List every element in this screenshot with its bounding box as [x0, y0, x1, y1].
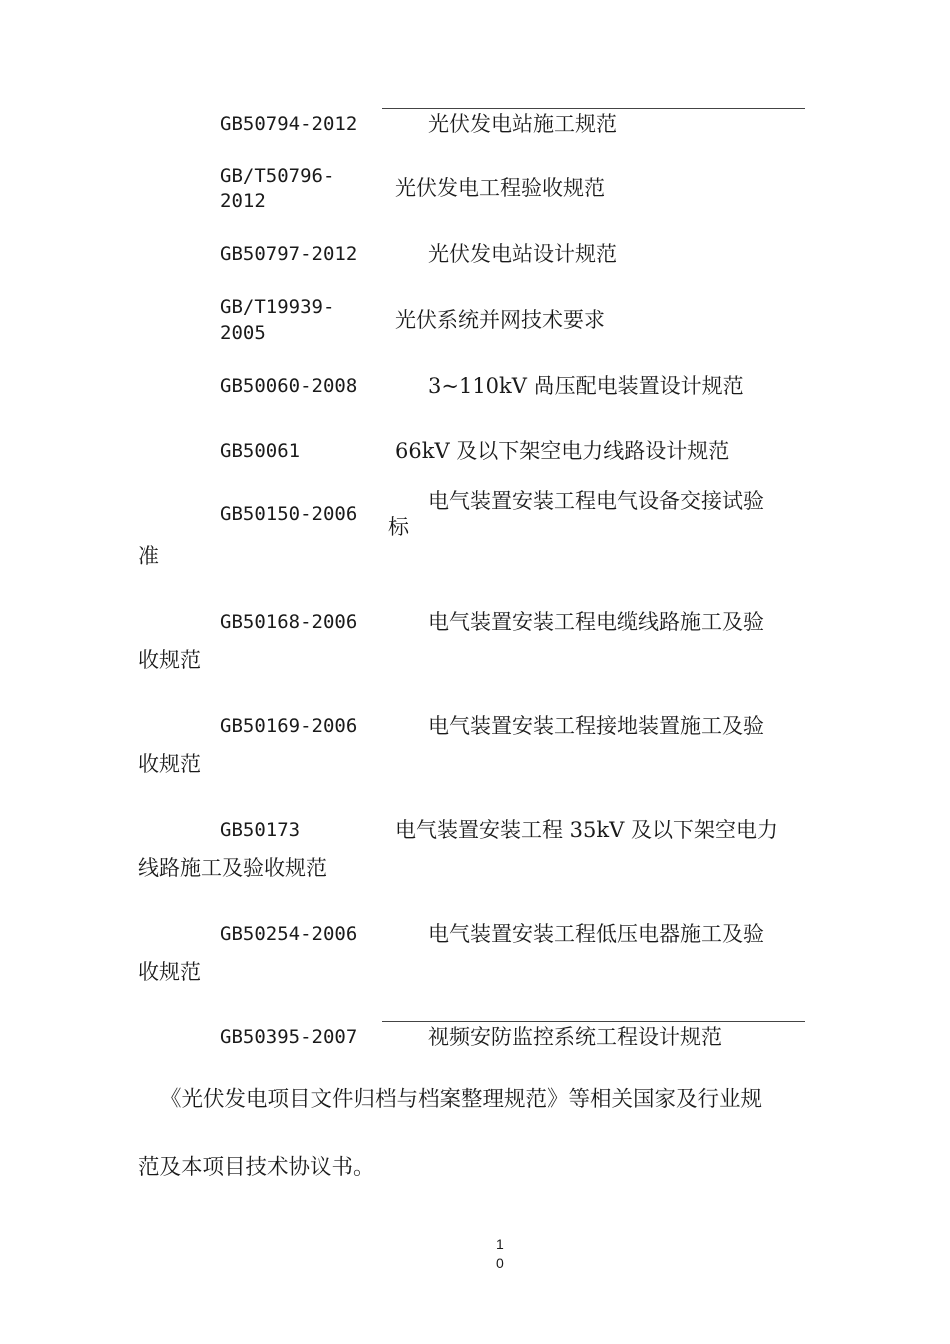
page-number: 0 [496, 1255, 504, 1271]
standard-title: 电气装置安装工程电气设备交接试验 [428, 489, 764, 513]
standard-code: GB50168-2006 [220, 611, 358, 633]
body-paragraph-line: 《光伏发电项目文件归档与档案整理规范》等相关国家及行业规 [160, 1087, 763, 1112]
standard-title: 光伏系统并网技术要求 [395, 308, 605, 332]
table-top-rule [382, 108, 805, 109]
standard-title-cont: 标 [388, 515, 409, 539]
standard-title-cont: 收规范 [138, 960, 201, 984]
standard-title: 电气装置安装工程低压电器施工及验 [428, 922, 764, 946]
standard-code: GB/T50796- [220, 165, 335, 187]
standard-code: GB50395-2007 [220, 1026, 358, 1048]
standard-code: GB50173 [220, 819, 301, 841]
standard-code-cont: 2005 [220, 322, 266, 344]
standard-title-cont: 收规范 [138, 752, 201, 776]
standard-title: 66kV 及以下架空电力线路设计规范 [395, 439, 730, 463]
standard-title: 3~110kV 咼压配电装置设计规范 [428, 374, 744, 398]
standard-code: GB50797-2012 [220, 243, 358, 265]
standard-title-cont: 线路施工及验收规范 [138, 856, 327, 880]
standard-code: GB50169-2006 [220, 715, 358, 737]
standard-title: 光伏发电站施工规范 [428, 112, 617, 136]
standard-code: GB50061 [220, 440, 301, 462]
standard-code: GB50254-2006 [220, 923, 358, 945]
standard-title: 电气装置安装工程接地装置施工及验 [428, 714, 764, 738]
page-number: 1 [496, 1236, 504, 1252]
body-paragraph-line: 范及本项目技术协议书。 [138, 1155, 375, 1180]
standard-code: GB50150-2006 [220, 503, 358, 525]
standard-title: 光伏发电工程验收规范 [395, 176, 605, 200]
standard-title-cont: 准 [138, 544, 159, 568]
standard-title: 光伏发电站设计规范 [428, 242, 617, 266]
standard-code: GB50060-2008 [220, 375, 358, 397]
standard-code: GB50794-2012 [220, 113, 358, 135]
standard-code-cont: 2012 [220, 190, 266, 212]
standard-title: 电气装置安装工程电缆线路施工及验 [428, 610, 764, 634]
standard-title: 电气装置安装工程 35kV 及以下架空电力 [395, 818, 778, 842]
standard-title: 视频安防监控系统工程设计规范 [428, 1025, 722, 1049]
standard-code: GB/T19939- [220, 296, 335, 318]
table-bottom-rule [382, 1021, 805, 1022]
standard-title-cont: 收规范 [138, 648, 201, 672]
